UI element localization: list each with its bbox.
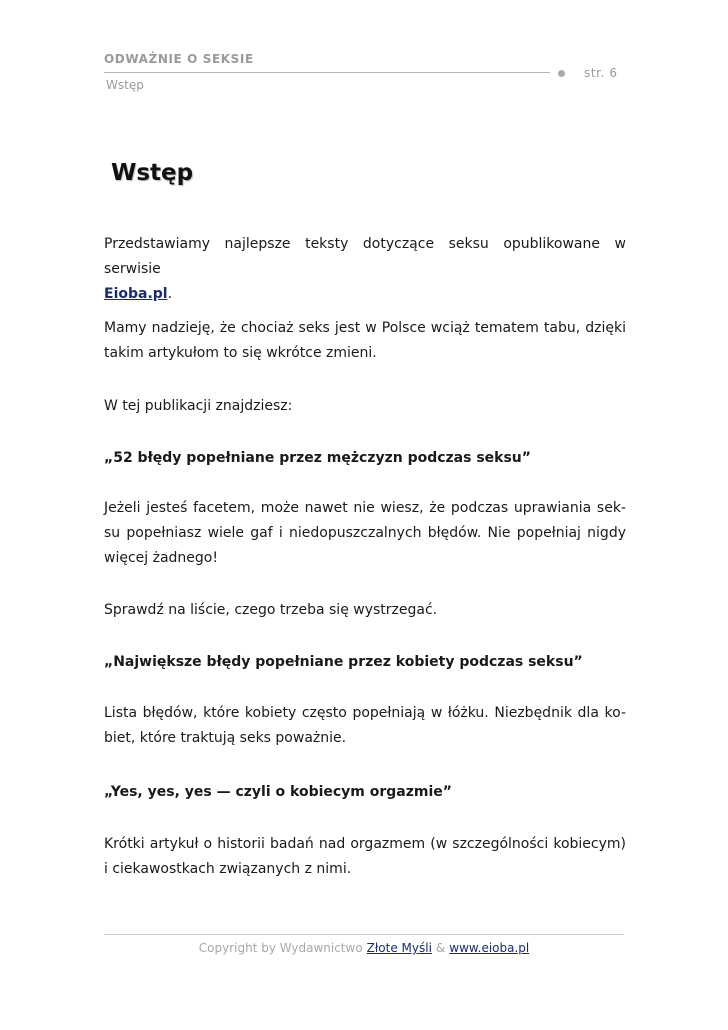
eioba-link[interactable]: Eioba.pl bbox=[104, 286, 168, 302]
article-2-description bbox=[104, 701, 626, 751]
hope-paragraph bbox=[104, 316, 626, 366]
hope-line-2: takim artykułom to się wkrótce zmieni. bbox=[104, 345, 377, 361]
article-3-title: „Yes, yes, yes — czyli o kobiecym orgazmie” bbox=[104, 784, 452, 800]
article-1-title: „52 błędy popełniane przez mężczyzn podczas seksu” bbox=[104, 450, 531, 466]
article-1-desc-line-1: Jeżeli jesteś facetem, może nawet nie wiesz, że podczas uprawiania sek- bbox=[104, 500, 626, 516]
intro-period: . bbox=[167, 286, 173, 302]
footer bbox=[0, 941, 728, 955]
article-2-desc-line-2: biet, które traktują seks poważnie. bbox=[104, 730, 347, 746]
page-heading: Wstęp bbox=[111, 160, 194, 186]
header-section: Wstęp bbox=[106, 78, 144, 92]
footer-ampersand: & bbox=[435, 941, 446, 955]
article-1-desc-line-3: więcej żadnego! bbox=[104, 550, 218, 566]
article-3-desc-line-1: Krótki artykuł o historii badań nad orgazmem (w szczególności kobiecym) bbox=[104, 836, 626, 852]
publisher-link[interactable]: Złote Myśli bbox=[366, 941, 432, 955]
footer-rule bbox=[104, 934, 624, 935]
page-number: str. 6 bbox=[584, 66, 618, 80]
header-title: ODWAŻNIE O SEKSIE bbox=[104, 52, 254, 66]
intro-line-2 bbox=[104, 282, 626, 307]
footer-copyright: Copyright by Wydawnictwo bbox=[198, 941, 363, 955]
intro-line-1: Przedstawiamy najlepsze teksty dotyczące seksu opublikowane w serwisie bbox=[104, 236, 626, 277]
article-1-description bbox=[104, 496, 626, 571]
intro-paragraph bbox=[104, 232, 626, 307]
header-bullet-icon bbox=[558, 70, 565, 77]
hope-line-1: Mamy nadzieję, że chociaż seks jest w Polsce wciąż tematem tabu, dzięki bbox=[104, 320, 626, 336]
article-2-title: „Największe błędy popełniane przez kobiety podczas seksu” bbox=[104, 654, 583, 670]
site-link[interactable]: www.eioba.pl bbox=[449, 941, 530, 955]
contents-intro: W tej publikacji znajdziesz: bbox=[104, 398, 293, 414]
article-3-description bbox=[104, 832, 626, 882]
article-1-extra: Sprawdź na liście, czego trzeba się wystrzegać. bbox=[104, 602, 438, 618]
header-rule bbox=[104, 72, 550, 73]
article-2-desc-line-1: Lista błędów, które kobiety często popełniają w łóżku. Niezbędnik dla ko- bbox=[104, 705, 626, 721]
article-1-desc-line-2: su popełniasz wiele gaf i niedopuszczalnych błędów. Nie popełniaj nigdy bbox=[104, 525, 626, 541]
article-3-desc-line-2: i ciekawostkach związanych z nimi. bbox=[104, 861, 352, 877]
